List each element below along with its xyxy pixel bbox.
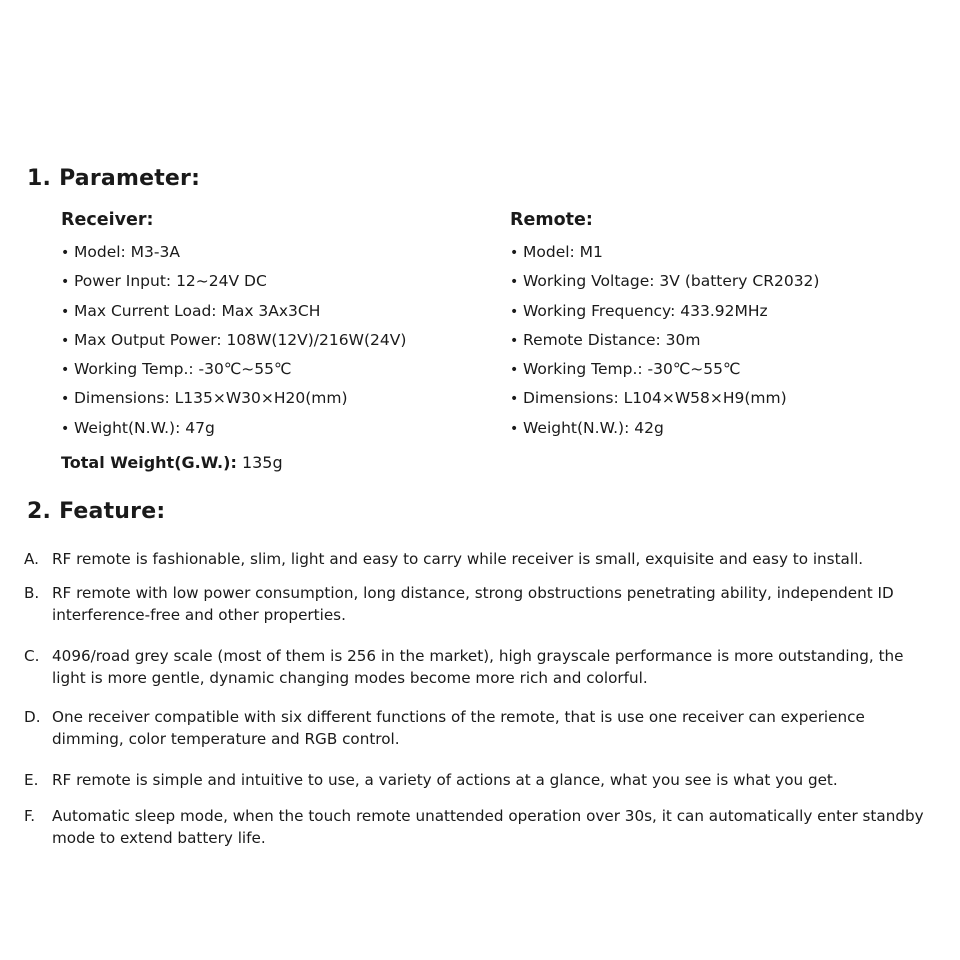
feature-item-a bbox=[24, 548, 939, 570]
feature-section-title bbox=[27, 499, 165, 524]
bullet-icon: • bbox=[61, 391, 70, 408]
feature-text: One receiver compatible with six different functions of the remote, that is use one receiver can experience dimming, color temperature and RGB control. bbox=[52, 708, 865, 748]
feature-text: Automatic sleep mode, when the touch remote unattended operation over 30s, it can automatically enter standby mode to extend battery life. bbox=[52, 807, 924, 847]
feature-letter: E. bbox=[24, 771, 39, 789]
receiver-spec-column bbox=[61, 208, 406, 443]
feature-text: 4096/road grey scale (most of them is 256 in the market), high grayscale performance is more outstanding, the light is more gentle, dynamic changing modes become more rich and colorful. bbox=[52, 647, 904, 687]
bullet-icon: • bbox=[510, 303, 519, 320]
total-weight-value: 135g bbox=[241, 453, 283, 472]
bullet-icon: • bbox=[510, 274, 519, 291]
parameter-section-number: 1. bbox=[27, 166, 52, 191]
receiver-heading: Receiver: bbox=[61, 210, 154, 230]
spec-item-text: Model: M1 bbox=[523, 243, 603, 261]
spec-item-text: Weight(N.W.): 47g bbox=[74, 418, 215, 437]
bullet-icon: • bbox=[510, 391, 519, 408]
spec-item-text: Remote Distance: 30m bbox=[523, 330, 701, 349]
bullet-icon: • bbox=[61, 303, 70, 320]
spec-item bbox=[61, 326, 406, 355]
feature-item-e bbox=[24, 769, 939, 791]
feature-letter: B. bbox=[24, 584, 40, 602]
spec-item bbox=[61, 297, 406, 326]
feature-letter: F. bbox=[24, 807, 36, 825]
bullet-icon: • bbox=[61, 362, 70, 379]
parameter-section-title bbox=[27, 166, 200, 191]
spec-item bbox=[510, 267, 819, 296]
bullet-icon: • bbox=[510, 362, 519, 379]
spec-item-text: Working Voltage: 3V (battery CR2032) bbox=[523, 272, 820, 291]
feature-item-c bbox=[24, 645, 939, 689]
feature-item-d bbox=[24, 706, 939, 750]
spec-item bbox=[510, 326, 819, 355]
bullet-icon: • bbox=[61, 420, 70, 437]
bullet-icon: • bbox=[510, 245, 519, 261]
remote-heading: Remote: bbox=[510, 210, 593, 230]
bullet-icon: • bbox=[61, 245, 70, 261]
spec-item bbox=[510, 238, 819, 267]
spec-item-text: Dimensions: L104×W58×H9(mm) bbox=[523, 389, 787, 408]
feature-section-number: 2. bbox=[27, 499, 52, 524]
feature-letter: C. bbox=[24, 647, 40, 665]
remote-spec-column bbox=[510, 208, 819, 443]
bullet-icon: • bbox=[510, 420, 519, 437]
total-weight-label: Total Weight(G.W.): bbox=[61, 453, 237, 472]
spec-item bbox=[510, 414, 819, 443]
spec-item bbox=[61, 384, 406, 413]
spec-item-text: Weight(N.W.): 42g bbox=[523, 418, 664, 437]
feature-text: RF remote is simple and intuitive to use, a variety of actions at a glance, what you see is what you get. bbox=[52, 771, 838, 789]
feature-letter: D. bbox=[24, 708, 41, 726]
spec-item-text: Power Input: 12~24V DC bbox=[74, 272, 267, 291]
feature-item-b bbox=[24, 582, 939, 626]
spec-item bbox=[61, 238, 406, 267]
spec-item-text: Working Temp.: -30℃~55℃ bbox=[74, 360, 292, 379]
feature-text: RF remote with low power consumption, long distance, strong obstructions penetrating ability, independent ID interference-free and other properties. bbox=[52, 584, 894, 624]
feature-letter: A. bbox=[24, 550, 39, 568]
spec-item bbox=[510, 384, 819, 413]
spec-item-text: Max Output Power: 108W(12V)/216W(24V) bbox=[74, 330, 407, 349]
spec-item-text: Max Current Load: Max 3Ax3CH bbox=[74, 301, 321, 320]
spec-item-text: Working Temp.: -30℃~55℃ bbox=[523, 360, 741, 379]
feature-item-f bbox=[24, 805, 939, 849]
spec-item-text: Dimensions: L135×W30×H20(mm) bbox=[74, 389, 348, 408]
spec-item-text: Working Frequency: 433.92MHz bbox=[523, 301, 768, 320]
bullet-icon: • bbox=[510, 332, 519, 349]
spec-item bbox=[510, 355, 819, 384]
feature-section-label: Feature: bbox=[59, 499, 166, 524]
total-weight bbox=[61, 453, 283, 472]
spec-item bbox=[510, 297, 819, 326]
spec-item-text: Model: M3-3A bbox=[74, 243, 180, 261]
parameter-section-label: Parameter: bbox=[59, 166, 201, 191]
spec-item bbox=[61, 414, 406, 443]
spec-item bbox=[61, 267, 406, 296]
bullet-icon: • bbox=[61, 332, 70, 349]
spec-item bbox=[61, 355, 406, 384]
receiver-spec-list bbox=[61, 238, 406, 443]
feature-text: RF remote is fashionable, slim, light and easy to carry while receiver is small, exquisite and easy to install. bbox=[52, 550, 864, 568]
remote-spec-list bbox=[510, 238, 819, 443]
bullet-icon: • bbox=[61, 274, 70, 291]
